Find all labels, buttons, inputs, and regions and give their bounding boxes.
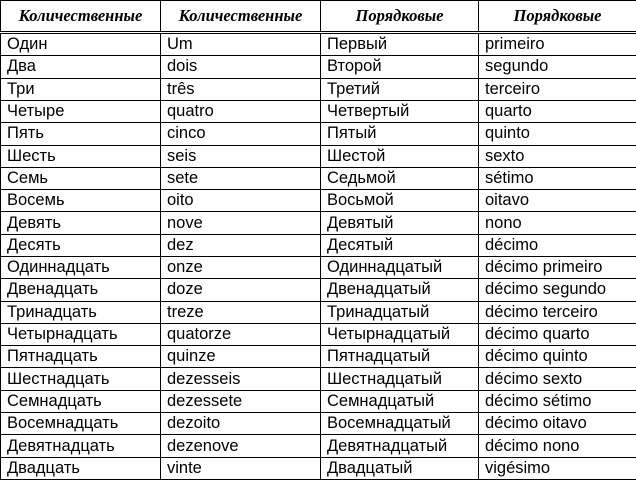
cardinal-portuguese-cell: seis [161,145,321,167]
cardinal-russian-cell: Двенадцать [1,279,161,301]
ordinal-portuguese-cell: quarto [479,100,636,122]
table-body [1,33,636,480]
ordinal-portuguese-cell: oitavo [479,190,636,212]
table-row [1,212,636,234]
ordinal-portuguese-cell: décimo quinto [479,346,636,368]
table-row [1,368,636,390]
cardinal-portuguese-cell: oito [161,190,321,212]
table-row [1,56,636,78]
cardinal-portuguese-cell: dezessete [161,390,321,412]
table-row [1,100,636,122]
ordinal-russian-cell: Шестой [321,145,479,167]
cardinal-portuguese-cell: dezoito [161,413,321,435]
ordinal-portuguese-cell: sétimo [479,167,636,189]
cardinal-portuguese-cell: quinze [161,346,321,368]
table-row [1,301,636,323]
ordinal-russian-cell: Четвертый [321,100,479,122]
table-row [1,145,636,167]
ordinal-russian-cell: Третий [321,78,479,100]
cardinal-portuguese-cell: dois [161,56,321,78]
cardinal-portuguese-cell: dezesseis [161,368,321,390]
cardinal-russian-cell: Шесть [1,145,161,167]
table-row [1,435,636,457]
ordinal-portuguese-cell: décimo sexto [479,368,636,390]
ordinal-russian-cell: Четырнадцатый [321,323,479,345]
header-row [1,1,636,33]
ordinal-russian-cell: Двенадцатый [321,279,479,301]
ordinal-russian-cell: Первый [321,33,479,56]
cardinal-russian-cell: Восемнадцать [1,413,161,435]
cardinal-portuguese-cell: onze [161,256,321,278]
cardinal-russian-cell: Пятнадцать [1,346,161,368]
header-cardinal-portuguese: Количественные [161,1,321,33]
table-row [1,190,636,212]
table-row [1,123,636,145]
cardinal-russian-cell: Семнадцать [1,390,161,412]
ordinal-portuguese-cell: décimo oitavo [479,413,636,435]
cardinal-russian-cell: Четыре [1,100,161,122]
ordinal-russian-cell: Одиннадцатый [321,256,479,278]
ordinal-russian-cell: Восьмой [321,190,479,212]
header-ordinal-russian: Порядковые [321,1,479,33]
cardinal-portuguese-cell: Um [161,33,321,56]
header-cardinal-russian: Количественные [1,1,161,33]
cardinal-russian-cell: Девять [1,212,161,234]
ordinal-russian-cell: Тринадцатый [321,301,479,323]
cardinal-russian-cell: Семь [1,167,161,189]
ordinal-portuguese-cell: décimo [479,234,636,256]
cardinal-russian-cell: Тринадцать [1,301,161,323]
table-row [1,457,636,479]
ordinal-portuguese-cell: terceiro [479,78,636,100]
ordinal-portuguese-cell: sexto [479,145,636,167]
cardinal-portuguese-cell: sete [161,167,321,189]
table-row [1,167,636,189]
ordinal-portuguese-cell: vigésimo [479,457,636,479]
table-row [1,413,636,435]
ordinal-russian-cell: Девятнадцатый [321,435,479,457]
ordinal-portuguese-cell: nono [479,212,636,234]
ordinal-russian-cell: Пятнадцатый [321,346,479,368]
cardinal-portuguese-cell: quatro [161,100,321,122]
table-header [1,1,636,33]
cardinal-russian-cell: Шестнадцать [1,368,161,390]
ordinal-russian-cell: Шестнадцатый [321,368,479,390]
ordinal-portuguese-cell: décimo nono [479,435,636,457]
cardinal-russian-cell: Два [1,56,161,78]
cardinal-russian-cell: Одиннадцать [1,256,161,278]
cardinal-portuguese-cell: treze [161,301,321,323]
cardinal-russian-cell: Три [1,78,161,100]
table-row [1,33,636,56]
table-row [1,323,636,345]
ordinal-russian-cell: Восемнадцатый [321,413,479,435]
table-row [1,390,636,412]
ordinal-portuguese-cell: décimo primeiro [479,256,636,278]
cardinal-portuguese-cell: vinte [161,457,321,479]
cardinal-portuguese-cell: doze [161,279,321,301]
cardinal-russian-cell: Девятнадцать [1,435,161,457]
ordinal-portuguese-cell: décimo quarto [479,323,636,345]
table-row [1,234,636,256]
ordinal-portuguese-cell: décimo segundo [479,279,636,301]
ordinal-russian-cell: Десятый [321,234,479,256]
cardinal-portuguese-cell: dez [161,234,321,256]
cardinal-russian-cell: Десять [1,234,161,256]
cardinal-portuguese-cell: três [161,78,321,100]
cardinal-portuguese-cell: quatorze [161,323,321,345]
cardinal-russian-cell: Четырнадцать [1,323,161,345]
ordinal-russian-cell: Пятый [321,123,479,145]
table-row [1,256,636,278]
ordinal-portuguese-cell: quinto [479,123,636,145]
ordinal-portuguese-cell: primeiro [479,33,636,56]
ordinal-portuguese-cell: décimo terceiro [479,301,636,323]
cardinal-russian-cell: Восемь [1,190,161,212]
cardinal-portuguese-cell: nove [161,212,321,234]
ordinal-portuguese-cell: décimo sétimo [479,390,636,412]
ordinal-russian-cell: Двадцатый [321,457,479,479]
cardinal-portuguese-cell: dezenove [161,435,321,457]
header-ordinal-portuguese: Порядковые [479,1,636,33]
cardinal-portuguese-cell: cinco [161,123,321,145]
ordinal-russian-cell: Второй [321,56,479,78]
ordinal-russian-cell: Седьмой [321,167,479,189]
table-row [1,78,636,100]
ordinal-russian-cell: Девятый [321,212,479,234]
table-row [1,346,636,368]
cardinal-russian-cell: Пять [1,123,161,145]
cardinal-russian-cell: Один [1,33,161,56]
cardinal-russian-cell: Двадцать [1,457,161,479]
ordinal-russian-cell: Семнадцатый [321,390,479,412]
ordinal-portuguese-cell: segundo [479,56,636,78]
table-row [1,279,636,301]
